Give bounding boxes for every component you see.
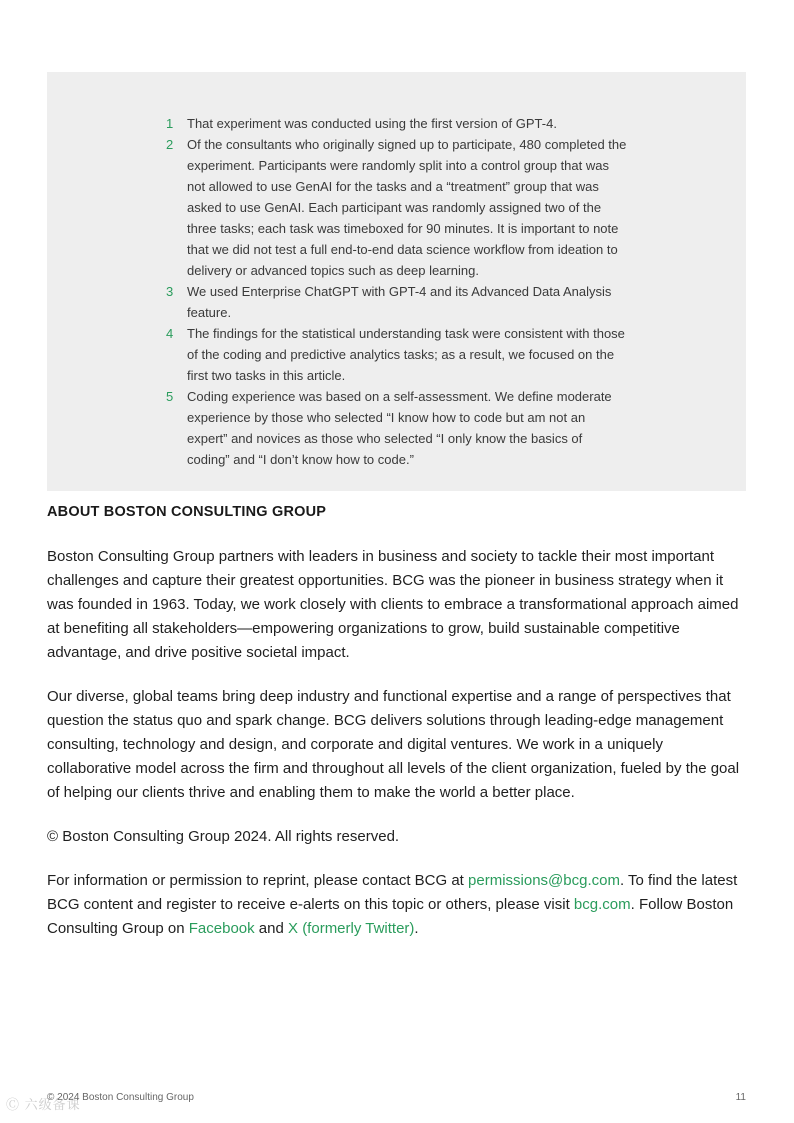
contact-text: . (414, 920, 419, 937)
footnote-item (166, 134, 628, 281)
website-link[interactable]: bcg.com (573, 896, 631, 913)
about-heading: ABOUT BOSTON CONSULTING GROUP (47, 504, 327, 520)
footnote-number: 2 (166, 137, 174, 152)
footnote-text: We used Enterprise ChatGPT with GPT-4 and its Advanced Data Analysis feature. (187, 284, 612, 320)
footnote-item (166, 323, 628, 386)
about-paragraph-2: Our diverse, global teams bring deep industry and functional expertise and a range of perspectives that question the status quo and spark change. BCG delivers solutions through leading-edge management consulting, technology and design, and corporate and digital ventures. We work in a uniquely collaborative model across the firm and throughout all levels of the client organization, fueled by the goal of helping our clients thrive and enabling them to make the world a better place. (47, 688, 740, 801)
email-link[interactable]: permissions@bcg.com (468, 872, 620, 889)
copyright-line: © Boston Consulting Group 2024. All rights reserved. (47, 828, 400, 845)
footnote-text: Of the consultants who originally signed up to participate, 480 completed the experiment. Participants were randomly split into a control group that was not allowed to use GenAI for the tasks and a “treatment” group that was asked to use GenAI. Each participant was randomly assigned two of the three tasks; each task was timeboxed for 90 minutes. It is important to note that we did not test a full end-to-end data science workflow from ideation to delivery or advanced topics such as deep learning. (187, 137, 627, 278)
footnote-item (166, 386, 628, 470)
about-paragraph-1: Boston Consulting Group partners with leaders in business and society to tackle their most important challenges and capture their greatest opportunities. BCG was the pioneer in business strategy when it was founded in 1963. Today, we work closely with clients to embrace a transformational approach aimed at benefiting all stakeholders—empowering organizations to grow, build sustainable competitive advantage, and drive positive societal impact. (47, 548, 739, 661)
footnotes-list (166, 113, 628, 470)
footnote-item (166, 113, 628, 134)
contact-text: . To find the latest BCG content and register to receive e-alerts on this topic or others, please visit (47, 872, 738, 913)
footnote-number: 1 (166, 116, 174, 131)
footer-copyright: © 2024 Boston Consulting Group (47, 1092, 194, 1103)
watermark: Ⓒ 六级备课 (6, 1097, 81, 1112)
footnote-text: The findings for the statistical understanding task were consistent with those of the coding and predictive analytics tasks; as a result, we focused on the first two tasks in this article. (187, 326, 625, 383)
page-number: 11 (735, 1092, 746, 1103)
footnote-item (166, 281, 628, 323)
footnote-number: 5 (166, 389, 174, 404)
contact-text: and (254, 920, 289, 937)
footnote-text: That experiment was conducted using the first version of GPT-4. (187, 116, 557, 131)
contact-paragraph (47, 869, 747, 941)
facebook-link[interactable]: Facebook (188, 920, 255, 937)
footnote-number: 3 (166, 284, 174, 299)
twitter-link[interactable]: X (formerly Twitter) (288, 920, 415, 937)
contact-text: For information or permission to reprint, please contact BCG at (47, 872, 469, 889)
footnote-text: Coding experience was based on a self-assessment. We define moderate experience by those who selected “I know how to code but am not an expert” and novices as those who selected “I only know the basics of coding” and “I don’t know how to code.” (187, 389, 612, 467)
contact-text: . Follow Boston Consulting Group on (47, 896, 734, 937)
footnote-number: 4 (166, 326, 174, 341)
